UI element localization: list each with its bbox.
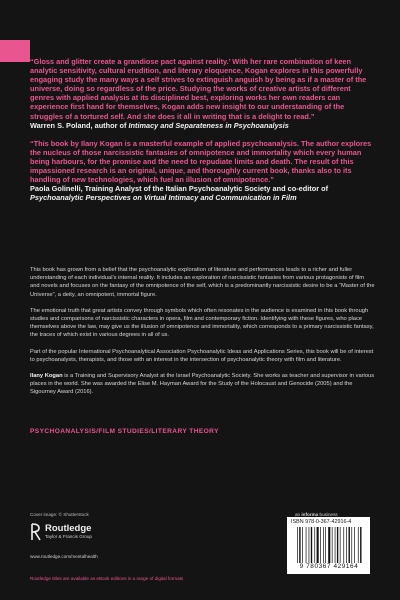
author-name: Ilany Kogan — [30, 373, 63, 380]
praise-quote-2: “This book by Ilany Kogan is a masterful example of applied psychoanalysis. The author explores the nucleus of those narcissistic fantasies of omnipotence and immortality which every human being harbours, for the promise and the need to repudiate limits and death. The result of this impassioned research is an original, unique, and thoroughly current book, thanks also to its handling of new technologies, which fuel an illusion of omnipotence.” — [30, 138, 372, 185]
praise-work-1: Intimacy and Separateness in Psychoanalysis — [128, 120, 289, 130]
publisher-name: Routledge — [45, 523, 92, 534]
praise-author-1: Warren S. Poland, author of — [30, 120, 129, 130]
ebook-note: Routledge titles are available as eBook editions in a range of digital formats — [30, 576, 184, 581]
informa-prefix: an — [295, 512, 302, 517]
praise-section — [30, 57, 375, 211]
routledge-logo-icon — [30, 522, 42, 542]
author-bio-text: is a Training and Supervisory Analyst at the Israel Psychoanalytic Society. She works as teacher and supervisor in various places in the world. She was awarded the Elise M. Hayman Award for the Study of the Holocaust and Genocide (2005) and the Sigourney Award (2016). — [30, 373, 375, 396]
accent-bar — [0, 40, 30, 62]
praise-quote-1: “Gloss and glitter create a grandiose pact against reality.’ With her rare combination of keen analytic sensitivity, cultural erudition, and literary eloquence, Kogan explores in this powerfully engaging study the many ways a self strives to extinguish anguish by being as if a master of the universe, doing so regardless of the price. Studying the works of creative artists of different genres with applied analysis at its disciplined best, exploring works her own readers can experience first hand for themselves, Kogan adds new insight to our understanding of the struggles of a tortured self. And she does it all in writing that is a delight to read.” — [30, 57, 367, 121]
barcode-box — [287, 517, 370, 574]
blurb-paragraph-2: The emotional truth that great artists convey through symbols which often resonates in the audience is examined in this book through studies and comparisons of narcissistic characters in opera, film and contemporary fiction. Identifying with these figures, who place themselves above the law, may give us the illusion of omnipotence and immortality, which corresponds to a primary narcissistic fantasy, the traces of which exist in various degrees in all of us. — [30, 307, 374, 339]
cover-credit: Cover image: © Shutterstock — [30, 512, 89, 517]
publisher-logo — [30, 522, 150, 546]
author-bio — [30, 372, 375, 397]
blurb-paragraph-3: Part of the popular International Psychoanalytical Association Psychoanalytic Ideas and Applications Series, this book will be of interest to psychoanalysts, therapists, and those with an interest in the intersection of psychoanalytic theory with film and literature. — [30, 348, 374, 363]
praise-work-2: Psychoanalytic Perspectives on Virtual Intimacy and Communication in Film — [30, 193, 297, 203]
informa-bold: informa — [301, 512, 319, 517]
blurb-paragraph-1: This book has grown from a belief that the psychoanalytic exploration of literature and performances leads to a richer and fuller understanding of each individual’s internal reality. It includes an exploration of narcissistic fantasies from various protagonists of film and novels and focuses on the fantasy of the omnipotence of the self, which is a predominantly narcissistic desire to be a “Master of the Universe”, a deity, an omnipotent, immortal figure. — [30, 267, 375, 298]
ean-digits: 9 780367 429164 — [299, 563, 359, 570]
isbn-label: ISBN 978-0-367-42916-4 — [291, 519, 352, 525]
praise-attribution-2 — [30, 184, 375, 202]
praise-attribution-1 — [30, 121, 375, 130]
publisher-group: Taylor & Francis Group — [45, 534, 92, 539]
publisher-url[interactable]: www.routledge.com/mentalhealth — [30, 554, 98, 559]
barcode-bars — [295, 527, 365, 563]
praise-author-2: Paola Golinelli, Training Analyst of the Italian Psychoanalytic Society and co-editor of — [30, 184, 329, 194]
informa-suffix: business — [318, 512, 338, 517]
subject-categories: PSYCHOANALYSIS/FILM STUDIES/LITERARY THEORY — [30, 428, 219, 435]
blurb — [30, 266, 375, 405]
